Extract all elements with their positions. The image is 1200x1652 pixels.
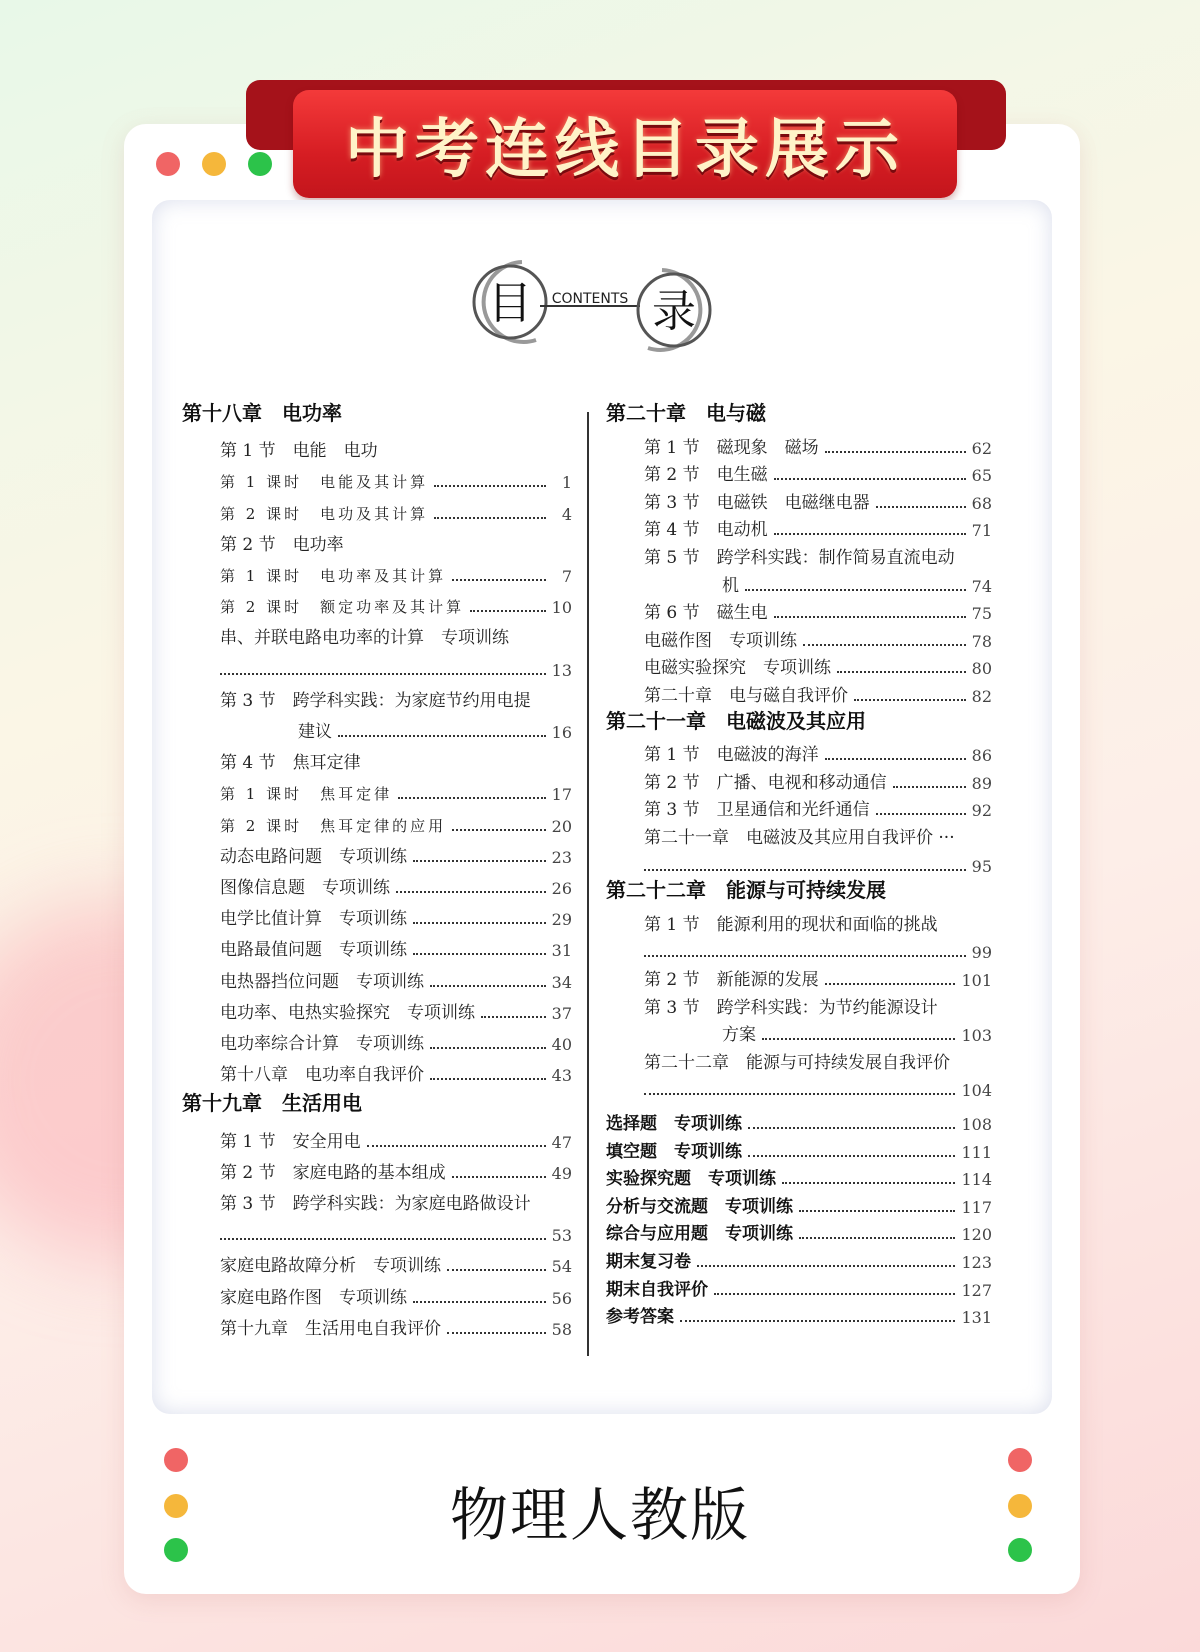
entry-title: 第 2 课时 电功及其计算	[220, 504, 429, 523]
leader-dots	[748, 1155, 955, 1157]
toc-entry	[220, 934, 572, 960]
toc-entry	[644, 767, 992, 793]
entry-title: 家庭电路故障分析 专项训练	[220, 1256, 441, 1277]
entry-title: 第 3 节 电磁铁 电磁继电器	[644, 492, 870, 513]
footer-dot-yellow-right	[1008, 1494, 1032, 1518]
toc-entry	[644, 850, 992, 876]
toc-entry	[722, 570, 992, 596]
toc-entry	[220, 966, 572, 992]
chapter-title: 第二十二章 能源与可持续发展	[606, 878, 886, 903]
leader-dots	[799, 1210, 955, 1212]
page-number: 56	[551, 1288, 572, 1308]
toc-entry	[644, 652, 992, 678]
page-number: 47	[551, 1132, 572, 1152]
toc-entry	[220, 1059, 572, 1085]
toc-entry	[644, 514, 992, 540]
leader-dots	[825, 983, 956, 985]
page-number: 95	[971, 856, 992, 876]
entry-title: 第 1 节 电磁波的海洋	[644, 745, 819, 766]
toc-section	[606, 1191, 992, 1217]
page-number: 26	[551, 879, 572, 898]
entry-title: 第 1 节 能源利用的现状和面临的挑战	[644, 914, 938, 935]
page-number: 54	[551, 1257, 572, 1277]
toc-entry	[220, 466, 572, 492]
toc-chapter	[606, 708, 992, 734]
toc-entry	[644, 1074, 992, 1100]
page-number: 123	[961, 1253, 992, 1272]
page-number: 120	[961, 1225, 992, 1245]
leader-dots	[452, 1176, 546, 1178]
leader-dots	[470, 610, 546, 612]
toc-entry	[220, 685, 572, 711]
page-number: 68	[971, 493, 992, 513]
toc-entry	[644, 992, 992, 1018]
toc-entry	[644, 487, 992, 513]
toc-entry	[220, 622, 572, 648]
page-number: 53	[551, 1226, 572, 1246]
toc-entry	[644, 1047, 992, 1073]
toc-section	[606, 1246, 992, 1272]
leader-dots	[876, 813, 966, 815]
toc-entry	[220, 1282, 572, 1308]
entry-title: 分析与交流题 专项训练	[606, 1196, 793, 1217]
toc-entry	[220, 529, 572, 555]
leader-dots	[220, 1238, 546, 1240]
toc-chapter	[606, 877, 992, 903]
entry-title: 第 1 节 安全用电	[220, 1131, 361, 1152]
entry-title: 建议	[298, 722, 332, 742]
toc-entry	[220, 654, 572, 680]
leader-dots	[430, 1078, 546, 1080]
entry-title: 第 2 节 新能源的发展	[644, 970, 819, 990]
entry-title: 第二十一章 电磁波及其应用自我评价 ···	[644, 828, 955, 848]
page-number: 104	[961, 1081, 992, 1101]
toc-section	[606, 1136, 992, 1162]
entry-title: 第 2 节 家庭电路的基本组成	[220, 1162, 446, 1183]
page-number: 34	[551, 972, 572, 992]
page-number: 29	[551, 910, 572, 930]
toc-chapter	[606, 400, 992, 426]
entry-title: 实验探究题 专项训练	[606, 1169, 776, 1190]
entry-title: 第 2 课时 焦耳定律的应用	[220, 816, 447, 835]
toc-entry	[644, 680, 992, 706]
entry-title: 选择题 专项训练	[606, 1114, 742, 1134]
entry-title: 第 1 节 电能 电功	[220, 441, 378, 462]
leader-dots	[893, 786, 966, 788]
leader-dots	[434, 485, 546, 487]
toc-entry	[220, 560, 572, 586]
banner-title: 中考连线目录展示	[345, 113, 905, 187]
leader-dots	[338, 735, 546, 737]
leader-dots	[644, 1093, 955, 1095]
footer-dot-red-left	[164, 1448, 188, 1472]
toc-entry	[220, 872, 572, 898]
toc-section	[606, 1163, 992, 1189]
leader-dots	[413, 1301, 546, 1303]
toc-entry	[220, 1188, 572, 1214]
page-number: 92	[971, 801, 992, 821]
leader-dots	[854, 699, 966, 701]
entry-title: 电功率、电热实验探究 专项训练	[220, 1002, 475, 1023]
leader-dots	[452, 829, 546, 831]
page-number: 37	[551, 1003, 572, 1023]
entry-title: 第 2 节 电功率	[220, 534, 344, 555]
toc-entry	[644, 597, 992, 623]
entry-title: 第 2 节 广播、电视和移动通信	[644, 772, 887, 793]
edition-label: 物理人教版	[449, 1481, 750, 1549]
page-number: 16	[551, 723, 572, 742]
page-number: 71	[971, 521, 992, 541]
column-divider	[587, 412, 589, 1356]
leader-dots	[430, 1047, 546, 1049]
leader-dots	[220, 673, 546, 675]
leader-dots	[837, 671, 966, 673]
toc-section	[606, 1301, 992, 1327]
toc-entry	[220, 1219, 572, 1245]
toc-entry	[722, 1019, 992, 1045]
page-number: 65	[971, 466, 992, 486]
chapter-title: 第十八章 电功率	[182, 401, 342, 425]
page-number: 40	[551, 1035, 572, 1054]
page-number: 1	[561, 473, 572, 493]
toc-entry	[220, 903, 572, 929]
toc-entry	[644, 794, 992, 820]
leader-dots	[398, 797, 546, 799]
toc-entry	[220, 498, 572, 524]
entry-title: 综合与应用题 专项训练	[606, 1224, 793, 1245]
footer-dot-green-left	[164, 1538, 188, 1562]
toc-entry	[644, 936, 992, 962]
footer-dot-yellow-left	[164, 1494, 188, 1518]
toc-entry	[644, 459, 992, 485]
toc-entry	[220, 1028, 572, 1054]
entry-title: 期末自我评价	[606, 1279, 708, 1300]
entry-title: 第二十二章 能源与可持续发展自我评价	[644, 1052, 950, 1073]
leader-dots	[644, 869, 966, 871]
leader-dots	[447, 1269, 546, 1271]
toc-entry	[220, 591, 572, 617]
toc-section	[606, 1108, 992, 1134]
leader-dots	[825, 451, 966, 453]
page-number: 103	[961, 1026, 992, 1046]
page-number: 7	[561, 567, 572, 586]
logo-char-2: 录	[652, 286, 696, 337]
entry-title: 第 3 节 卫星通信和光纤通信	[644, 800, 870, 821]
leader-dots	[876, 506, 966, 508]
page-number: 13	[551, 660, 572, 680]
leader-dots	[774, 616, 966, 618]
entry-title: 电热器挡位问题 专项训练	[220, 971, 424, 992]
leader-dots	[644, 955, 966, 957]
entry-title: 动态电路问题 专项训练	[220, 846, 407, 867]
window-dot-green	[248, 152, 272, 176]
page-number: 10	[551, 598, 572, 618]
entry-title: 第二十章 电与磁自我评价	[644, 686, 848, 706]
page-number: 89	[971, 773, 992, 793]
leader-dots	[745, 589, 966, 591]
page-number: 58	[551, 1319, 572, 1339]
toc-entry	[220, 778, 572, 804]
chapter-title: 第二十一章 电磁波及其应用	[606, 708, 866, 733]
entry-title: 第 3 节 跨学科实践：为节约能源设计	[644, 997, 938, 1018]
entry-title: 第 4 节 焦耳定律	[220, 753, 361, 774]
entry-title: 机	[722, 575, 739, 596]
toc-entry	[220, 997, 572, 1023]
page-number: 4	[561, 504, 572, 524]
entry-title: 串、并联电路电功率的计算 专项训练	[220, 628, 509, 649]
toc-entry	[220, 1157, 572, 1183]
toc-entry	[220, 747, 572, 773]
leader-dots	[396, 891, 546, 893]
page-number: 74	[971, 576, 992, 596]
toc-entry	[220, 841, 572, 867]
entry-title: 第 1 课时 电功率及其计算	[220, 567, 447, 585]
toc-chapter	[182, 1090, 572, 1116]
toc-entry	[644, 739, 992, 765]
entry-title: 第 5 节 跨学科实践：制作简易直流电动	[644, 548, 955, 568]
entry-title: 参考答案	[606, 1307, 674, 1328]
toc-entry	[220, 810, 572, 836]
leader-dots	[774, 533, 966, 535]
page-number: 23	[551, 847, 572, 867]
leader-dots	[748, 1127, 955, 1129]
entry-title: 电路最值问题 专项训练	[220, 940, 407, 961]
window-dot-yellow	[202, 152, 226, 176]
toc-entry	[220, 435, 572, 461]
leader-dots	[825, 758, 966, 760]
entry-title: 方案	[722, 1025, 756, 1046]
toc-entry	[644, 964, 992, 990]
footer-dot-green-right	[1008, 1538, 1032, 1562]
toc-entry	[644, 625, 992, 651]
entry-title: 期末复习卷	[606, 1252, 691, 1272]
page-number: 114	[961, 1170, 992, 1190]
page-number: 31	[551, 941, 572, 961]
entry-title: 填空题 专项训练	[606, 1141, 742, 1162]
page-number: 82	[971, 687, 992, 706]
entry-title: 第 1 节 磁现象 磁场	[644, 437, 819, 458]
leader-dots	[803, 644, 966, 646]
entry-title: 第十九章 生活用电自我评价	[220, 1318, 441, 1339]
page-number: 86	[971, 746, 992, 766]
chapter-title: 第十九章 生活用电	[182, 1091, 362, 1116]
page-number: 117	[961, 1197, 992, 1217]
page-number: 78	[971, 631, 992, 651]
entry-title: 第 2 节 电生磁	[644, 465, 768, 486]
toc-entry	[220, 1126, 572, 1152]
entry-title: 电磁作图 专项训练	[644, 630, 797, 651]
page-number: 127	[961, 1280, 992, 1300]
leader-dots	[452, 579, 546, 581]
entry-title: 第 1 课时 焦耳定律	[220, 785, 393, 804]
page-number: 49	[551, 1163, 572, 1183]
leader-dots	[782, 1182, 955, 1184]
page-number: 101	[961, 971, 992, 990]
leader-dots	[413, 922, 546, 924]
page-number: 111	[961, 1142, 992, 1162]
entry-title: 第 6 节 磁生电	[644, 603, 768, 624]
toc-entry	[644, 822, 992, 848]
leader-dots	[762, 1038, 955, 1040]
leader-dots	[799, 1237, 955, 1239]
leader-dots	[413, 953, 546, 955]
entry-title: 第 2 课时 额定功率及其计算	[220, 598, 465, 617]
page-number: 131	[961, 1308, 992, 1328]
logo-contents-word: CONTENTS	[551, 291, 629, 307]
leader-dots	[481, 1016, 546, 1018]
toc-entry	[220, 1313, 572, 1339]
entry-title: 第 4 节 电动机	[644, 520, 768, 541]
entry-title: 电磁实验探究 专项训练	[644, 658, 831, 679]
page-number: 75	[971, 604, 992, 624]
toc-entry	[644, 432, 992, 458]
page-number: 108	[961, 1115, 992, 1134]
toc-chapter	[182, 400, 572, 426]
leader-dots	[413, 860, 546, 862]
window-dot-red	[156, 152, 180, 176]
contents-logo	[462, 248, 722, 358]
leader-dots	[714, 1293, 955, 1295]
entry-title: 电学比值计算 专项训练	[220, 909, 407, 930]
entry-title: 图像信息题 专项训练	[220, 878, 390, 898]
entry-title: 第 1 课时 电能及其计算	[220, 473, 429, 492]
logo-char-1: 目	[488, 278, 532, 329]
leader-dots	[697, 1265, 955, 1267]
toc-entry	[298, 716, 572, 742]
page-number: 43	[551, 1066, 572, 1086]
entry-title: 电功率综合计算 专项训练	[220, 1034, 424, 1054]
leader-dots	[434, 517, 546, 519]
footer-dot-red-right	[1008, 1448, 1032, 1472]
page-number: 20	[551, 816, 572, 836]
toc-entry	[644, 542, 992, 568]
page-number: 99	[971, 943, 992, 963]
toc-entry	[220, 1250, 572, 1276]
toc-entry	[644, 909, 992, 935]
entry-title: 第 3 节 跨学科实践：为家庭节约用电提	[220, 690, 531, 711]
entry-title: 家庭电路作图 专项训练	[220, 1287, 407, 1308]
page-number: 62	[971, 438, 992, 458]
title-banner	[293, 90, 957, 198]
leader-dots	[680, 1320, 955, 1322]
entry-title: 第 3 节 跨学科实践：为家庭电路做设计	[220, 1194, 531, 1214]
chapter-title: 第二十章 电与磁	[606, 401, 766, 425]
page-number: 80	[971, 659, 992, 679]
toc-section	[606, 1218, 992, 1244]
leader-dots	[447, 1332, 546, 1334]
leader-dots	[367, 1145, 546, 1147]
leader-dots	[430, 985, 546, 987]
entry-title: 第十八章 电功率自我评价	[220, 1065, 424, 1086]
toc-section	[606, 1274, 992, 1300]
leader-dots	[774, 478, 966, 480]
page-number: 17	[551, 785, 572, 805]
